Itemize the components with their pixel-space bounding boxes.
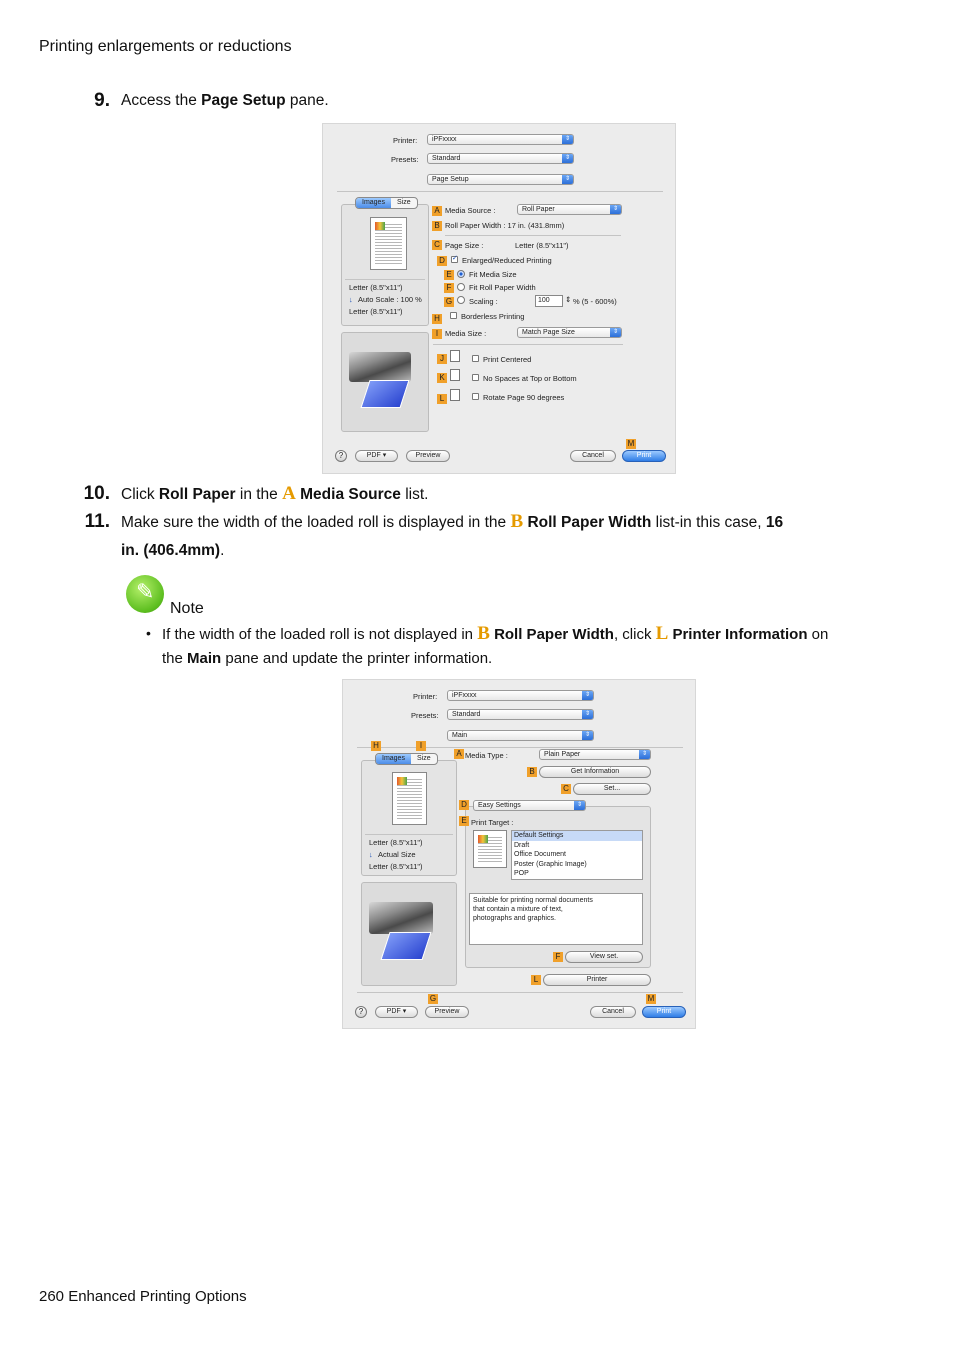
list-item[interactable]: POP [514,870,529,877]
text: If the width of the loaded roll is not displayed in [162,626,478,643]
printer-image [349,352,411,382]
step-11 [0,508,954,564]
page-size-value: Letter (8.5"x11") [515,241,569,250]
preview-line-3: Letter (8.5"x11") [369,862,423,871]
tab-images[interactable]: Images [376,754,411,764]
step-number: 9. [94,90,110,111]
print-target-label: Print Target : [471,818,514,827]
tag-b: B [432,221,442,231]
popup-arrow-icon: ⇕ [574,801,585,810]
separator [357,747,683,748]
rotate-checkbox[interactable] [472,393,479,400]
tag-d: D [437,256,447,266]
popup-value: Standard [432,155,461,162]
list-item[interactable]: Draft [514,841,530,849]
popup-arrow-icon: ⇕ [639,750,650,759]
tag-c: C [561,784,571,794]
text: list. [400,486,429,503]
tab-size[interactable]: Size [416,755,431,762]
fit-roll-radio[interactable] [457,283,465,291]
scaling-range: % (5 - 600%) [573,297,617,306]
bold-text: Printer Information [672,626,808,643]
separator [345,279,425,280]
media-size-label: Media Size : [445,329,487,338]
tag-l: L [531,975,541,985]
preview-line-1: Letter (8.5"x11") [369,838,423,847]
cancel-button[interactable]: Cancel [570,450,616,462]
separator [433,344,623,345]
page-setup-dialog-screenshot [322,123,676,474]
no-spaces-label: No Spaces at Top or Bottom [483,374,577,383]
presets-popup[interactable] [447,709,594,720]
tag-k: K [437,373,447,383]
preview-tabs[interactable] [375,753,438,765]
print-button[interactable]: Print [622,450,666,462]
pdf-button[interactable]: PDF ▾ [355,450,398,462]
printer-popup[interactable] [447,690,594,701]
tag-m: M [647,994,655,1003]
arrow-down-icon: ↓ [349,295,353,304]
help-icon[interactable]: ? [335,450,347,462]
media-source-label: Media Source : [445,206,496,215]
tag-e: E [444,270,454,280]
note-pencil-icon [126,575,164,613]
easy-settings-popup[interactable] [473,800,586,811]
tag-a: A [454,749,464,759]
help-icon[interactable]: ? [355,1006,367,1018]
no-spaces-icon [450,369,460,381]
text: pane and update the printer information. [221,650,493,667]
page-thumbnail [392,772,427,825]
popup-arrow-icon: ⇕ [582,731,593,740]
pdf-button[interactable]: PDF ▾ [375,1006,418,1018]
printer-button[interactable]: Printer [543,974,651,986]
fit-media-radio[interactable] [457,270,465,278]
key-letter: A [282,483,296,504]
separator [337,191,663,192]
tag-h: H [371,741,381,751]
step-text [121,87,329,115]
preview-button[interactable]: Preview [425,1006,469,1018]
media-source-popup[interactable] [517,204,622,215]
bold-text: Roll Paper Width [494,626,614,643]
text: Make sure the width of the loaded roll is displayed in the [121,514,511,531]
bold-text: Media Source [300,486,401,503]
description-box: Suitable for printing normal documents that contain a mixture of text, photographs and graphics. [469,893,643,945]
page-footer: 260 Enhanced Printing Options [39,1288,247,1305]
popup-value: Plain Paper [544,751,581,758]
list-item[interactable]: Office Document [514,851,567,858]
popup-value: Match Page Size [522,329,575,336]
popup-arrow-icon: ⇕ [582,710,593,719]
bold-text: in. (406.4mm) [121,542,221,559]
separator [365,834,453,835]
step-9 [0,87,954,115]
view-set-button[interactable]: View set. [565,951,643,963]
list-item[interactable]: Poster (Graphic Image) [514,860,587,868]
presets-label: Presets: [391,155,419,164]
printer-label: Printer: [413,692,438,701]
scaling-stepper-icon[interactable]: ⇕ [565,295,572,304]
step-text [121,508,891,565]
preview-line-1: Letter (8.5"x11") [349,283,403,292]
enlarged-checkbox[interactable] [451,256,458,263]
get-information-button[interactable]: Get Information [539,766,651,778]
printer-label: Printer: [393,136,418,145]
borderless-checkbox[interactable] [450,312,457,319]
scaling-input[interactable]: 100 [535,295,563,307]
preview-button[interactable]: Preview [406,450,450,462]
set-button[interactable]: Set... [573,783,651,795]
rotate-label: Rotate Page 90 degrees [483,393,565,402]
enlarged-label: Enlarged/Reduced Printing [462,256,552,265]
scaling-label: Scaling : [469,297,498,306]
key-letter: B [510,511,524,532]
tag-c: C [432,240,442,250]
preview-line-3: Letter (8.5"x11") [349,307,403,316]
bold-text: 16 [765,514,784,531]
popup-value: Roll Paper [522,206,555,213]
tag-f: F [553,952,563,962]
pane-popup[interactable] [427,174,574,185]
step-number: 11. [84,511,110,532]
print-centered-checkbox[interactable] [472,355,479,362]
tag-g: G [429,994,437,1003]
preview-line-2: Auto Scale : 100 % [358,295,422,304]
printer-image [369,902,433,934]
bold-text: Main [187,650,222,667]
tag-i: I [432,329,442,339]
text: list-in this case, [651,514,766,531]
tag-g: G [445,297,453,306]
note-title: Note [170,600,204,617]
popup-value: iPFxxxx [432,136,457,143]
popup-value: iPFxxxx [452,692,477,699]
print-target-list[interactable] [511,830,643,880]
tag-d: D [459,800,469,810]
note-text [162,622,902,671]
page-centered-icon [450,350,460,362]
popup-arrow-icon: ⇕ [610,328,621,337]
bold-text: Roll Paper Width [527,514,652,531]
tab-size[interactable]: Size [396,199,411,206]
page-size-label: Page Size : [445,241,484,250]
media-size-popup[interactable] [517,327,622,338]
popup-value: Page Setup [432,176,469,183]
bold-text: Roll Paper [158,486,236,503]
borderless-label: Borderless Printing [461,312,525,321]
preview-line-2: Actual Size [378,850,416,859]
tag-a: A [432,206,442,216]
step-10 [0,480,954,508]
no-spaces-checkbox[interactable] [472,374,479,381]
printer-popup[interactable] [427,134,574,145]
cancel-button[interactable]: Cancel [590,1006,636,1018]
text: . [220,542,225,559]
text: pane. [285,92,329,109]
list-item[interactable]: Default Settings [512,831,642,841]
popup-arrow-icon: ⇕ [562,135,573,144]
text: , click [613,626,656,643]
scaling-radio[interactable] [457,296,465,304]
popup-arrow-icon: ⇕ [562,175,573,184]
tag-i: I [416,741,426,751]
separator [357,992,683,993]
separator [445,235,621,236]
step-number: 10. [83,483,110,504]
tag-b: B [527,767,537,777]
popup-value: Easy Settings [478,802,521,809]
text: the [162,650,188,667]
note-bullet: • [146,625,151,641]
tab-images[interactable]: Images [356,198,391,208]
arrow-down-icon: ↓ [369,850,373,859]
fit-roll-label: Fit Roll Paper Width [469,283,536,292]
text: Access the [121,92,202,109]
tag-e: E [459,816,469,826]
preview-tabs[interactable] [355,197,418,209]
step-text [121,480,428,509]
roll-paper-width: Roll Paper Width : 17 in. (431.8mm) [445,221,565,230]
print-button[interactable]: Print [642,1006,686,1018]
text: in the [235,486,283,503]
fit-media-label: Fit Media Size [469,270,517,279]
popup-arrow-icon: ⇕ [610,205,621,214]
running-header: Printing enlargements or reductions [39,38,292,55]
print-centered-label: Print Centered [483,355,532,364]
media-type-label: Media Type : [465,751,508,760]
tag-f: F [444,283,454,293]
text: on [807,626,829,643]
presets-popup[interactable] [427,153,574,164]
bold-text: Page Setup [201,92,286,109]
tag-l: L [437,394,447,404]
key-letter: L [655,623,669,644]
presets-label: Presets: [411,711,439,720]
text: Click [121,486,159,503]
pane-popup[interactable] [447,730,594,741]
tag-j: J [437,354,447,364]
rotate-page-icon [450,389,460,401]
tag-h: H [432,314,442,324]
media-type-popup[interactable] [539,749,651,760]
popup-value: Standard [452,711,481,718]
print-target-thumbnail [473,830,507,868]
tag-m: M [627,439,635,448]
popup-value: Main [452,732,468,739]
popup-arrow-icon: ⇕ [582,691,593,700]
main-pane-dialog-screenshot [342,679,696,1029]
key-letter: B [477,623,490,644]
page-thumbnail [370,217,407,270]
popup-arrow-icon: ⇕ [562,154,573,163]
